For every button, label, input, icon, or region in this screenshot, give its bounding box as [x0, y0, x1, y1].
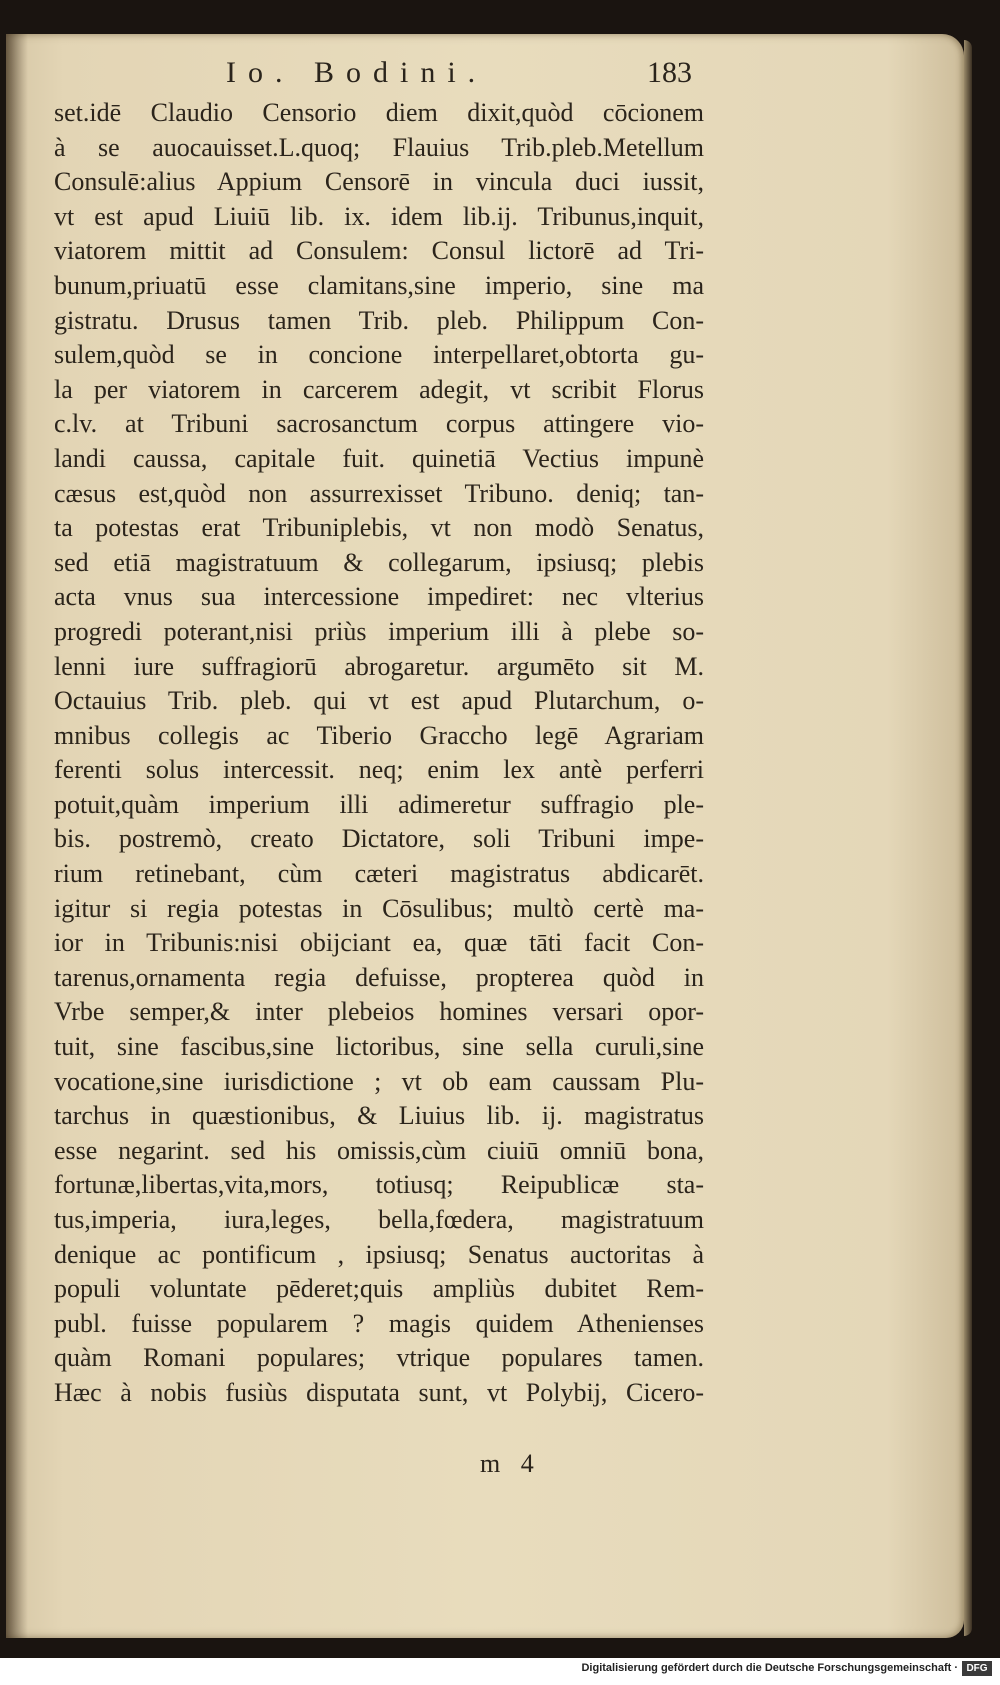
page-number: 183 — [647, 56, 692, 89]
text-line: sed etiā magistratuum & collegarum, ipsiusq; plebis — [54, 547, 704, 577]
dfg-logo: DFG — [962, 1661, 992, 1676]
text-line: esse negarint. sed his omissis,cùm ciuiū omniū bona, — [54, 1135, 704, 1165]
running-head — [0, 56, 1000, 96]
text-line: populi voluntate pēderet;quis ampliùs dubitet Rem- — [54, 1274, 704, 1304]
text-line: tarenus,ornamenta regia defuisse, propterea quòd in — [54, 962, 704, 992]
text-line: c.lv. at Tribuni sacrosanctum corpus attingere vio- — [54, 409, 704, 439]
text-line: landi caussa, capitale fuit. quinetiā Vectius impunè — [54, 443, 704, 473]
text-line: tus,imperia, iura,leges, bella,fœdera, magistratuum — [54, 1205, 704, 1234]
gutter-shadow — [6, 34, 28, 1638]
text-line: bis. postremò, creato Dictatore, soli Tribuni impe- — [54, 824, 704, 854]
page-edge — [964, 40, 972, 1636]
text-line: cæsus est,quòd non assurrexisset Tribuno. deniq; tan- — [54, 478, 704, 508]
running-head-title: Io. Bodini. — [226, 56, 488, 89]
text-line: igitur si regia potestas in Cōsulibus; multò certè ma- — [54, 893, 704, 923]
text-line: ferenti solus intercessit. neq; enim lex antè perferri — [54, 755, 704, 785]
text-line: Octauius Trib. pleb. qui vt est apud Plutarchum, o- — [54, 686, 704, 716]
funding-credit: Digitalisierung gefördert durch die Deutsche Forschungsgemeinschaft · — [581, 1662, 958, 1674]
text-line: potuit,quàm imperium illi adimeretur suffragio ple- — [54, 789, 704, 819]
text-line: Vrbe semper,& inter plebeios homines versari opor- — [54, 997, 704, 1027]
text-line: ta potestas erat Tribuniplebis, vt non modò Senatus, — [54, 513, 704, 543]
footer-bar — [0, 1660, 1000, 1685]
text-line: tarchus in quæstionibus, & Liuius lib. ij. magistratus — [54, 1101, 704, 1131]
text-line: sulem,quòd se in concione interpellaret,obtorta gu- — [54, 340, 704, 370]
text-line: Hæc à nobis fusiùs disputata sunt, vt Polybij, Cicero- — [54, 1377, 704, 1407]
text-line: vocatione,sine iurisdictione ; vt ob eam caussam Plu- — [54, 1066, 704, 1096]
text-line: progredi poterant,nisi priùs imperium illi à plebe so- — [54, 616, 704, 646]
text-line: gistratu. Drusus tamen Trib. pleb. Philippum Con- — [54, 305, 704, 335]
text-line: rium retinebant, cùm cæteri magistratus abdicarēt. — [54, 859, 704, 889]
text-line: la per viatorem in carcerem adegit, vt scribit Florus — [54, 374, 704, 404]
text-line: ior in Tribunis:nisi obijciant ea, quæ tāti facit Con- — [54, 928, 704, 958]
text-line: tuit, sine fascibus,sine lictoribus, sine sella curuli,sine — [54, 1032, 704, 1062]
text-line: publ. fuisse popularem ? magis quidem Athenienses — [54, 1308, 704, 1338]
text-line: viatorem mittit ad Consulem: Consul lictorē ad Tri- — [54, 236, 704, 266]
body-text — [54, 96, 704, 1411]
text-line: mnibus collegis ac Tiberio Graccho legē Agrariam — [54, 720, 704, 750]
text-line: vt est apud Liuiū lib. ix. idem lib.ij. Tribunus,inquit, — [54, 201, 704, 231]
text-line: lenni iure suffragiorū abrogaretur. argumēto sit M. — [54, 651, 704, 681]
text-line: fortunæ,libertas,vita,mors, totiusq; Reipublicæ sta- — [54, 1170, 704, 1200]
text-line: denique ac pontificum , ipsiusq; Senatus auctoritas à — [54, 1239, 704, 1269]
text-line: Consulē:alius Appium Censorē in vincula duci iussit, — [54, 167, 704, 197]
text-line: acta vnus sua intercessione impediret: nec vlterius — [54, 582, 704, 612]
text-line: bunum,priuatū esse clamitans,sine imperio, sine ma — [54, 270, 704, 300]
text-line: quàm Romani populares; vtrique populares tamen. — [54, 1343, 704, 1373]
text-line: à se auocauisset.L.quoq; Flauius Trib.pleb.Metellum — [54, 132, 704, 162]
signature-mark: m 4 — [480, 1449, 534, 1478]
text-line: set.idē Claudio Censorio diem dixit,quòd cōcionem — [54, 98, 704, 127]
